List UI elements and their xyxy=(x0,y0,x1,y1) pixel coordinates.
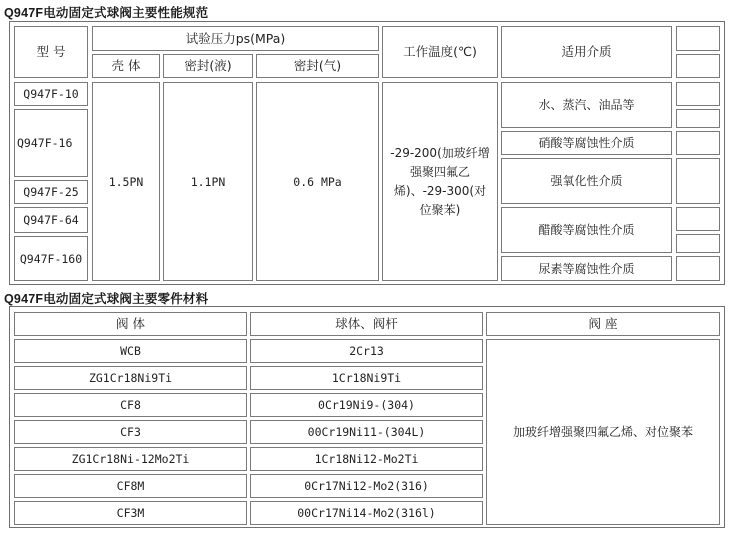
seat-material-value: 加玻纤增强聚四氟乙烯、对位聚苯 xyxy=(486,339,720,525)
model-cell: Q947F-64 xyxy=(14,207,88,233)
body-material-cell: CF8 xyxy=(14,393,247,417)
ball-material-cell: 2Cr13 xyxy=(250,339,483,363)
header-seal-liquid: 密封(液) xyxy=(163,54,253,78)
header-media: 适用介质 xyxy=(501,26,672,78)
header-valve-seat: 阀 座 xyxy=(486,312,720,336)
media-cell: 硝酸等腐蚀性介质 xyxy=(501,131,672,155)
body-material-cell: CF3 xyxy=(14,420,247,444)
model-cell: Q947F-160 xyxy=(14,236,88,281)
media-cell: 水、蒸汽、油品等 xyxy=(501,82,672,128)
empty-cell xyxy=(676,131,720,155)
media-cell: 醋酸等腐蚀性介质 xyxy=(501,207,672,253)
table2-title: Q947F电动固定式球阀主要零件材料 xyxy=(4,292,209,306)
empty-cell xyxy=(676,234,720,253)
model-cell: Q947F-16 xyxy=(14,109,88,177)
model-cell: Q947F-10 xyxy=(14,82,88,106)
media-cell: 强氧化性介质 xyxy=(501,158,672,204)
ball-material-cell: 1Cr18Ni9Ti xyxy=(250,366,483,390)
header-work-temp: 工作温度(℃) xyxy=(382,26,498,78)
shell-pressure-value: 1.5PN xyxy=(92,82,160,281)
empty-cell xyxy=(676,26,720,51)
body-material-cell: ZG1Cr18Ni-12Mo2Ti xyxy=(14,447,247,471)
header-model: 型 号 xyxy=(14,26,88,78)
header-shell: 壳 体 xyxy=(92,54,160,78)
work-temp-value: -29-200(加玻纤增强聚四氟乙烯)、-29-300(对位聚苯) xyxy=(382,82,498,281)
ball-material-cell: 0Cr17Ni12-Mo2(316) xyxy=(250,474,483,498)
header-test-pressure: 试验压力ps(MPa) xyxy=(92,26,379,51)
model-cell: Q947F-25 xyxy=(14,180,88,204)
ball-material-cell: 00Cr17Ni14-Mo2(316l) xyxy=(250,501,483,525)
body-material-cell: CF3M xyxy=(14,501,247,525)
empty-cell xyxy=(676,158,720,204)
seal-gas-value: 0.6 MPa xyxy=(256,82,379,281)
empty-cell xyxy=(676,82,720,106)
empty-cell xyxy=(676,256,720,281)
body-material-cell: CF8M xyxy=(14,474,247,498)
empty-cell xyxy=(676,54,720,78)
ball-material-cell: 1Cr18Ni12-Mo2Ti xyxy=(250,447,483,471)
materials-table xyxy=(9,306,725,528)
ball-material-cell: 00Cr19Ni11-(304L) xyxy=(250,420,483,444)
header-ball-stem: 球体、阀杆 xyxy=(250,312,483,336)
table1-title: Q947F电动固定式球阀主要性能规范 xyxy=(4,6,209,20)
performance-table xyxy=(9,21,725,285)
seal-liquid-value: 1.1PN xyxy=(163,82,253,281)
ball-material-cell: 0Cr19Ni9-(304) xyxy=(250,393,483,417)
empty-cell xyxy=(676,207,720,231)
media-cell: 尿素等腐蚀性介质 xyxy=(501,256,672,281)
body-material-cell: ZG1Cr18Ni9Ti xyxy=(14,366,247,390)
header-valve-body: 阀 体 xyxy=(14,312,247,336)
header-seal-gas: 密封(气) xyxy=(256,54,379,78)
empty-cell xyxy=(676,109,720,128)
body-material-cell: WCB xyxy=(14,339,247,363)
